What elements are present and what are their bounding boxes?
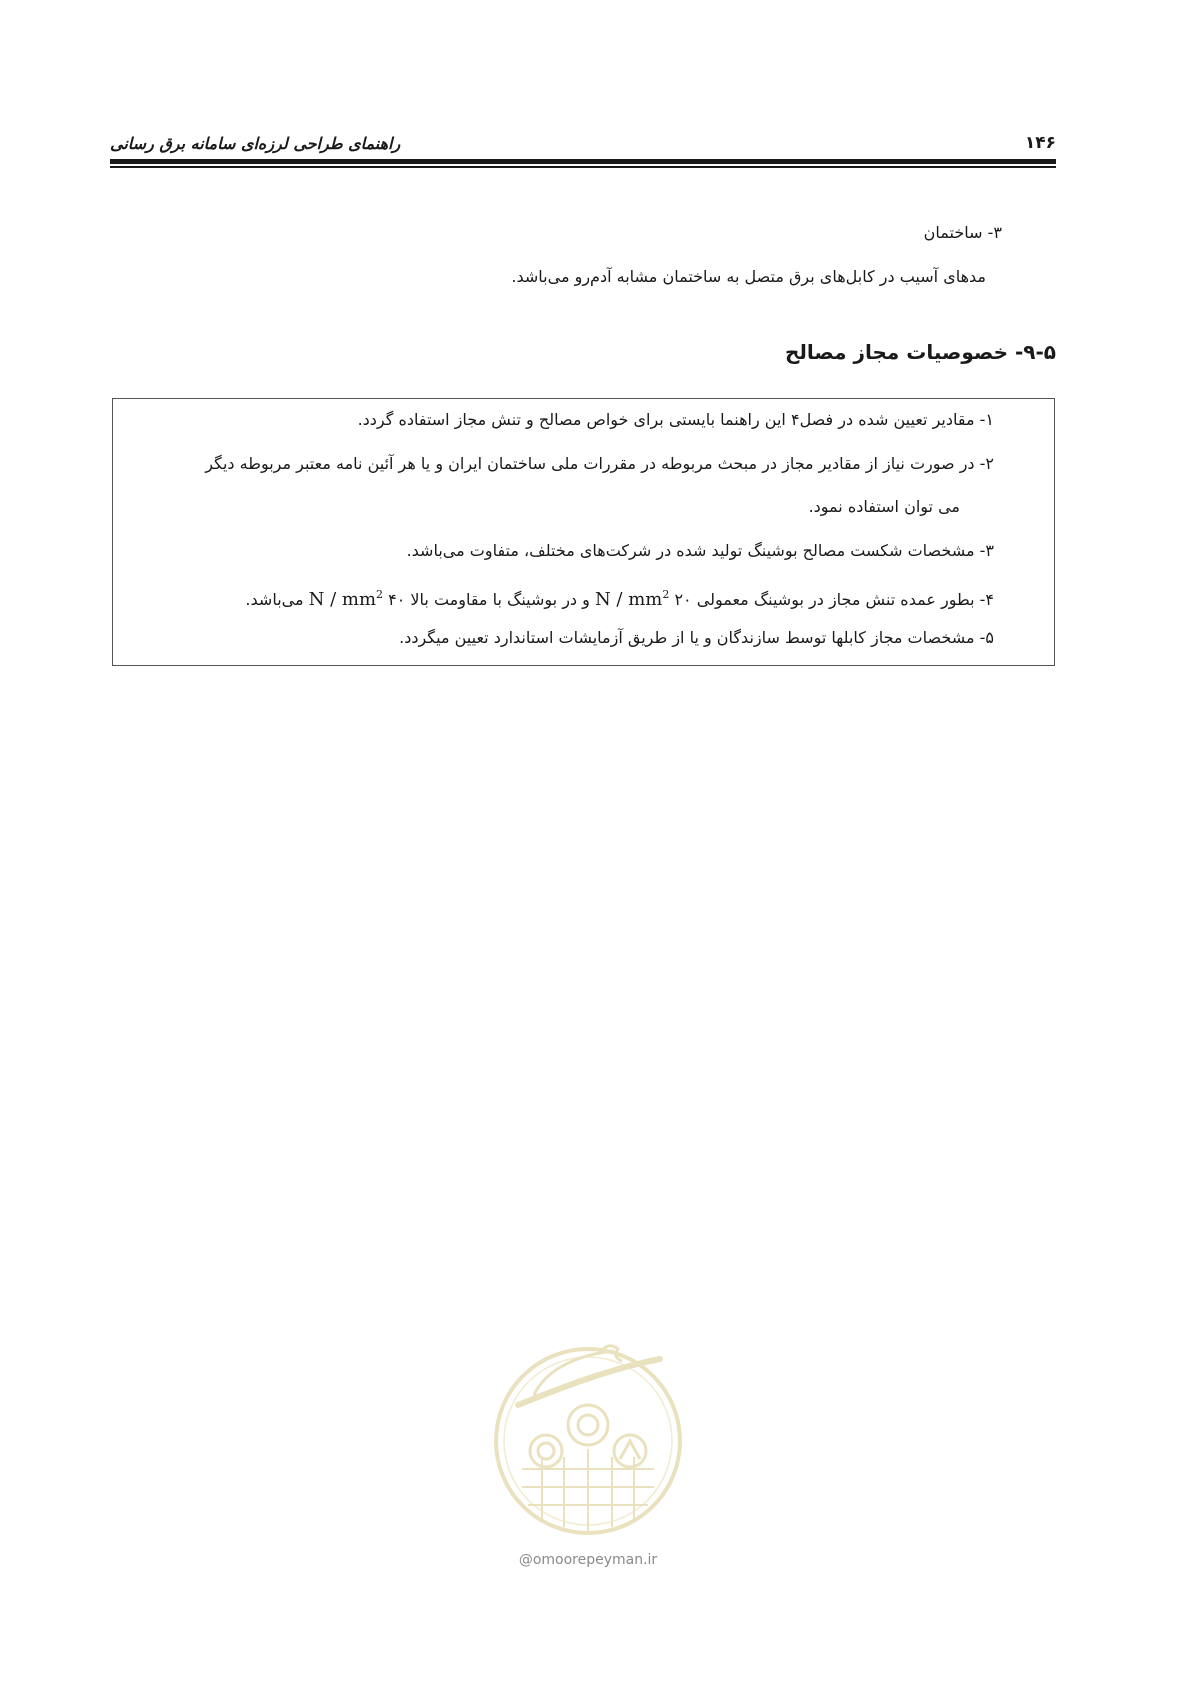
header-rule-thick: [110, 159, 1056, 164]
unit-base: N / mm: [594, 589, 663, 610]
building-paragraph: مدهای آسیب در کابل‌های برق متصل به ساختمان مشابه آدم‌رو می‌باشد.: [511, 267, 986, 286]
list-item-5: ۵- مشخصات مجاز کابلها توسط سازندگان و یا از طریق آزمایشات استاندارد تعیین میگردد.: [399, 628, 994, 647]
list-item-3: ۳- مشخصات شکست مصالح بوشینگ تولید شده در شرکت‌های مختلف، متفاوت می‌باشد.: [406, 541, 994, 560]
page-header: [110, 128, 1056, 158]
unit-base: N / mm: [308, 589, 377, 610]
unit-exponent: 2: [662, 588, 670, 601]
list-item-4-text-a: ۴- بطور عمده تنش مجاز در بوشینگ معمولی ۲۰: [674, 590, 994, 609]
watermark-url: @omoorepeyman.ir: [518, 1552, 658, 1568]
list-item-1: ۱- مقادیر تعیین شده در فصل۴ این راهنما بایستی برای خواص مصالح و تنش مجاز استفاده گردد.: [357, 410, 994, 429]
unit-n-per-mm2-a: [595, 589, 669, 610]
allowable-properties-box: [112, 398, 1055, 666]
section-heading: ۹-۵- خصوصیات مجاز مصالح: [784, 340, 1056, 364]
list-item-4: [245, 580, 994, 615]
list-item-4-text-c: می‌باشد.: [245, 590, 304, 609]
page-number: ۱۴۶: [1024, 133, 1056, 153]
unit-exponent: 2: [376, 588, 384, 601]
list-item-4-text-b: و در بوشینگ با مقاومت بالا ۴۰: [388, 590, 590, 609]
unit-n-per-mm2-b: [309, 589, 383, 610]
list-item-2-line-1: ۲- در صورت نیاز از مقادیر مجاز در مبحث مربوطه در مقررات ملی ساختمان ایران و یا هر آئین نامه معتبر مربوطه دیگر: [205, 454, 994, 473]
list-item-2-line-2: می توان استفاده نمود.: [808, 497, 960, 516]
running-title: راهنمای طراحی لرزه‌ای سامانه برق رسانی: [110, 133, 401, 153]
building-subtitle: ۳- ساختمان: [923, 223, 1002, 242]
header-rule-thin: [110, 166, 1056, 168]
